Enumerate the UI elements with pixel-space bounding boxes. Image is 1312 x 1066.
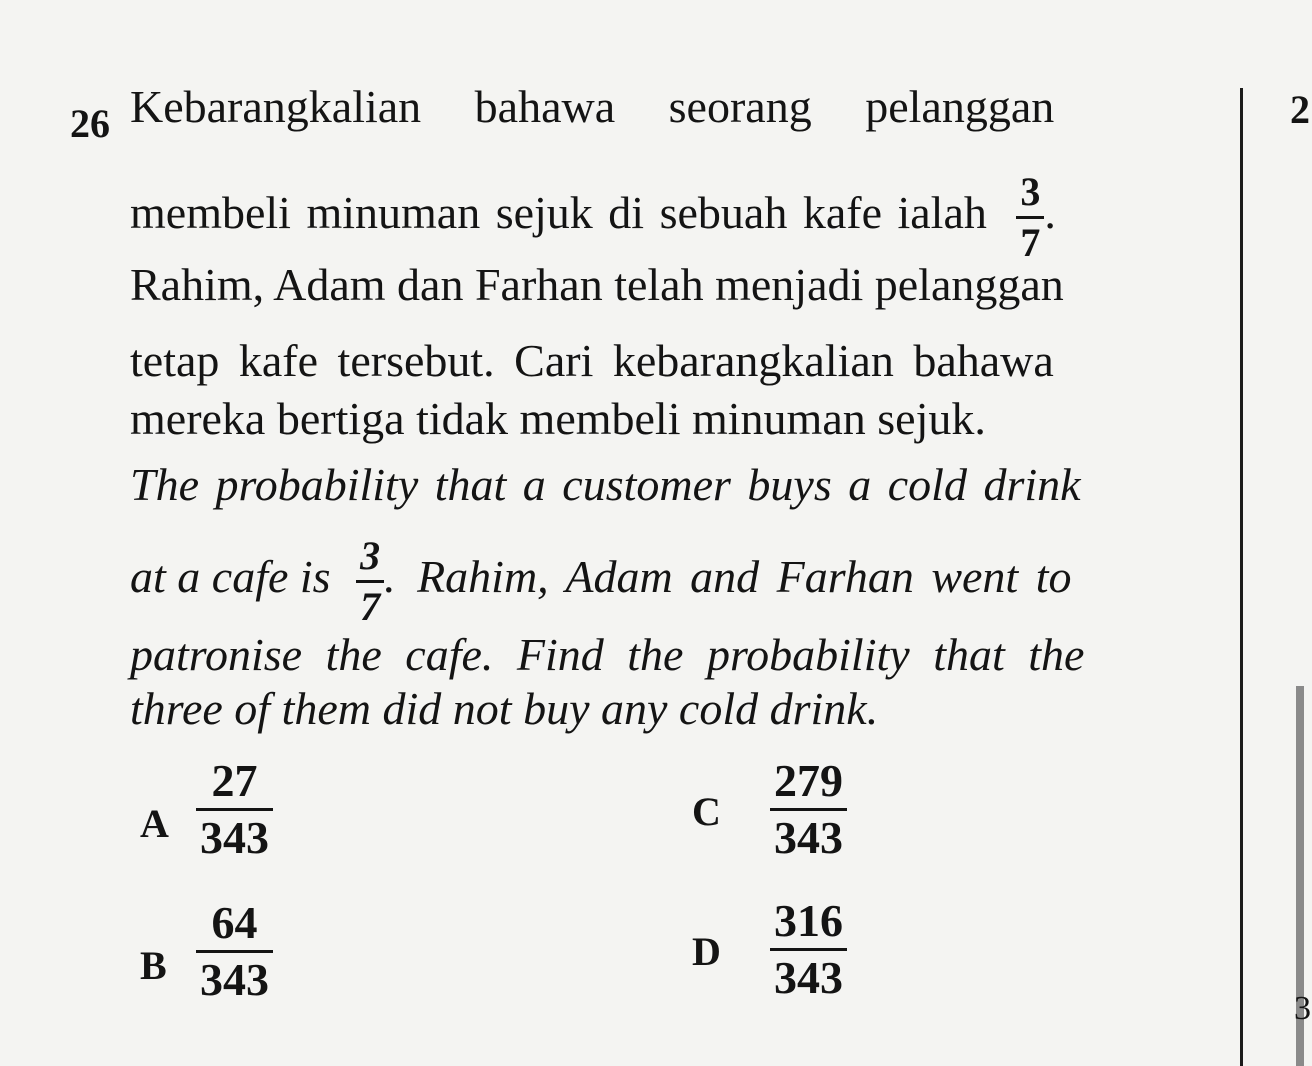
option-a-numerator: 27 [211, 755, 258, 806]
next-question-fragment: 2 [1290, 87, 1310, 132]
english-line-4 [130, 683, 1180, 734]
option-a[interactable] [196, 755, 273, 863]
english-line-2 [130, 533, 1180, 629]
english-fraction [356, 533, 384, 629]
malay-line-2-text: membeli minuman sejuk di sebuah kafe ialah [130, 187, 987, 239]
malay-line-1-text: Kebarangkalian bahawa seorang pelanggan [130, 81, 1055, 132]
english-line-1 [130, 459, 1180, 510]
english-fraction-denominator: 7 [356, 580, 384, 627]
option-b-denominator: 343 [196, 950, 273, 1003]
option-d[interactable] [770, 895, 847, 1003]
option-d-numerator: 316 [774, 895, 843, 946]
malay-line-3 [130, 259, 1180, 310]
english-fraction-numerator: 3 [360, 533, 381, 578]
option-c-letter: C [692, 789, 721, 834]
english-line-2-text-b: Rahim, Adam and Farhan went to [417, 551, 1072, 603]
column-divider [1240, 88, 1243, 1066]
option-c-numerator: 279 [774, 755, 843, 806]
option-a-fraction [196, 755, 273, 863]
malay-fraction-denominator: 7 [1016, 216, 1044, 263]
english-line-4-text: three of them did not buy any cold drink. [130, 683, 879, 734]
malay-fraction [1016, 169, 1044, 265]
malay-fraction-numerator: 3 [1020, 169, 1041, 214]
english-line-1-text: The probability that a customer buys a cold drink [130, 459, 1081, 510]
malay-line-5-text: mereka bertiga tidak membeli minuman sejuk. [130, 393, 986, 444]
malay-line-2 [130, 169, 1190, 265]
english-fraction-punct: . [384, 551, 396, 603]
option-c-fraction [770, 755, 847, 863]
option-c[interactable] [770, 755, 847, 863]
option-b-fraction [196, 897, 273, 1005]
english-line-2-text-a: at a cafe is [130, 551, 331, 603]
option-d-fraction [770, 895, 847, 1003]
malay-line-4-text: tetap kafe tersebut. Cari kebarangkalian bahawa [130, 335, 1054, 386]
malay-line-3-text: Rahim, Adam dan Farhan telah menjadi pelanggan [130, 259, 1064, 310]
malay-fraction-punct: . [1044, 187, 1056, 239]
question-number: 26 [70, 101, 110, 146]
bottom-edge-fragment: 3 [1294, 990, 1311, 1027]
english-line-3 [130, 629, 1180, 680]
option-b[interactable] [196, 897, 273, 1005]
option-d-denominator: 343 [770, 948, 847, 1001]
malay-line-4 [130, 335, 1180, 386]
option-d-letter: D [692, 929, 721, 974]
english-line-3-text: patronise the cafe. Find the probability that the [130, 629, 1085, 680]
malay-line-1 [130, 81, 1180, 132]
option-b-numerator: 64 [211, 897, 258, 948]
option-a-denominator: 343 [196, 808, 273, 861]
malay-line-5 [130, 393, 1180, 444]
option-a-letter: A [140, 801, 169, 846]
option-b-letter: B [140, 943, 167, 988]
option-c-denominator: 343 [770, 808, 847, 861]
